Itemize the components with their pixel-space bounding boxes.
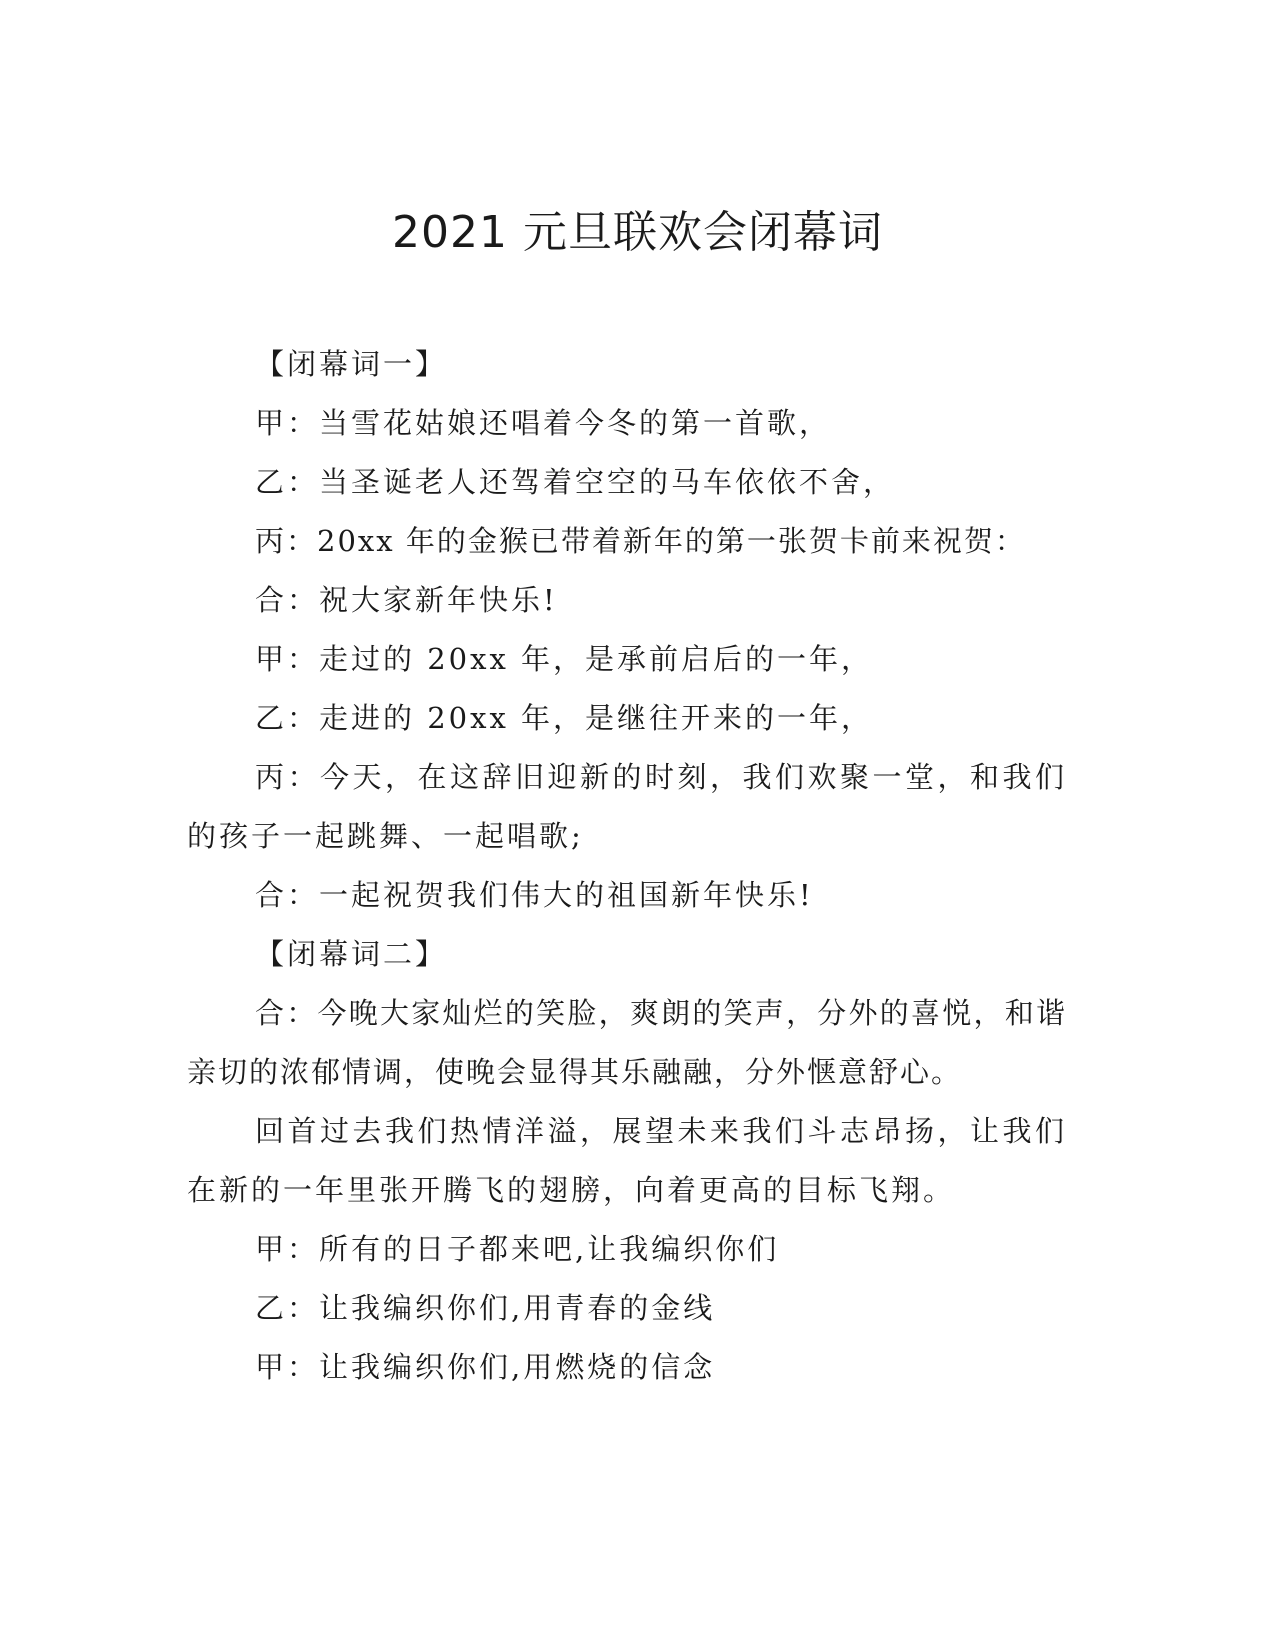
paragraph: 回首过去我们热情洋溢，展望未来我们斗志昂扬，让我们在新的一年里张开腾飞的翅膀，向着更高的目标飞翔。 bbox=[187, 1114, 1067, 1207]
section-heading-2: 【闭幕词二】 bbox=[255, 937, 448, 971]
paragraph: 乙：当圣诞老人还驾着空空的马车依依不舍， bbox=[255, 465, 896, 499]
paragraph: 丙：20xx 年的金猴已带着新年的第一张贺卡前来祝贺： bbox=[255, 524, 1026, 558]
paragraph: 丙：今天，在这辞旧迎新的时刻，我们欢聚一堂，和我们的孩子一起跳舞、一起唱歌; bbox=[187, 760, 1067, 853]
paragraph: 乙：让我编织你们,用青春的金线 bbox=[255, 1291, 716, 1325]
document-body bbox=[187, 335, 1067, 1397]
paragraph: 甲：当雪花姑娘还唱着今冬的第一首歌， bbox=[255, 406, 832, 440]
paragraph: 甲：走过的 20xx 年，是承前启后的一年， bbox=[255, 642, 874, 676]
paragraph: 合：祝大家新年快乐! bbox=[255, 583, 558, 617]
paragraph: 合：今晚大家灿烂的笑脸，爽朗的笑声，分外的喜悦，和谐亲切的浓郁情调，使晚会显得其乐融融，分外惬意舒心。 bbox=[187, 996, 1067, 1089]
paragraph: 合：一起祝贺我们伟大的祖国新年快乐! bbox=[255, 878, 814, 912]
paragraph: 甲：所有的日子都来吧,让我编织你们 bbox=[255, 1232, 780, 1266]
section-heading-1: 【闭幕词一】 bbox=[255, 347, 448, 381]
paragraph: 乙：走进的 20xx 年，是继往开来的一年， bbox=[255, 701, 874, 735]
document-title: 2021 元旦联欢会闭幕词 bbox=[392, 207, 883, 258]
paragraph: 甲：让我编织你们,用燃烧的信念 bbox=[255, 1350, 716, 1384]
